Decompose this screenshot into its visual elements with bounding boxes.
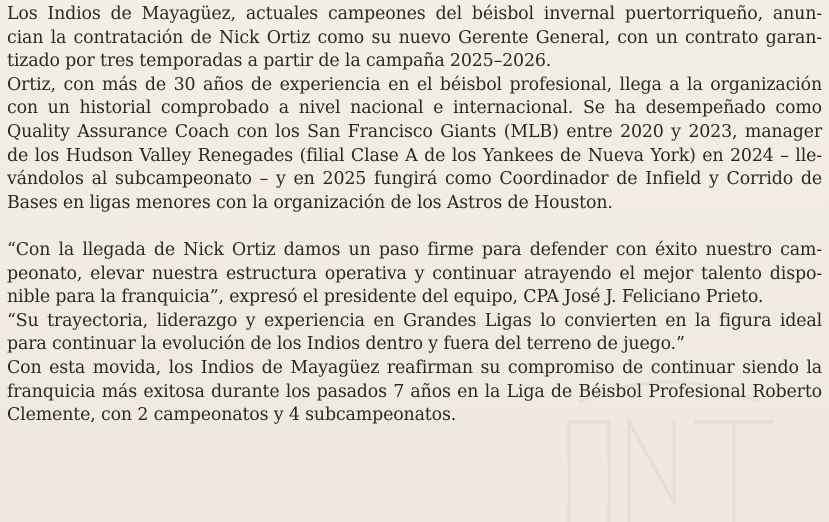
text-line: franquicia más exitosa durante los pasados 7 años en la Liga de Béisbol Profesional Roberto bbox=[7, 381, 822, 402]
paragraph-spacer bbox=[7, 215, 822, 239]
paragraph-closing bbox=[7, 357, 822, 428]
text-line: tizado por tres temporadas a partir de la campaña 2025–2026. bbox=[7, 51, 552, 72]
text-line: de los Hudson Valley Renegades (filial Clase A de los Yankees de Nueva York) en 2024 – lle- bbox=[7, 145, 822, 166]
paragraph-intro bbox=[7, 3, 822, 74]
paragraph-quote bbox=[7, 239, 822, 310]
text-line: Clemente, con 2 campeonatos y 4 subcampeonatos. bbox=[7, 405, 457, 426]
article-body bbox=[7, 3, 822, 428]
text-line: cian la contratación de Nick Ortiz como su nuevo Gerente General, con un contrato garan- bbox=[7, 27, 822, 48]
text-line: Ortiz, con más de 30 años de experiencia en el béisbol profesional, llega a la organización bbox=[7, 74, 822, 95]
paragraph-experience bbox=[7, 74, 822, 216]
text-line: “Su trayectoria, liderazgo y experiencia en Grandes Ligas lo convierten en la figura ideal bbox=[7, 310, 822, 331]
text-line: Quality Assurance Coach con los San Francisco Giants (MLB) entre 2020 y 2023, manager bbox=[7, 121, 822, 142]
text-line: peonato, elevar nuestra estructura operativa y continuar atrayendo el mejor talento dispo- bbox=[7, 263, 822, 284]
text-line: con un historial comprobado a nivel nacional e internacional. Se ha desempeñado como bbox=[7, 98, 822, 119]
text-line: Los Indios de Mayagüez, actuales campeones del béisbol invernal puertorriqueño, anun- bbox=[7, 4, 822, 24]
text-line: vándolos al subcampeonato – y en 2025 fungirá como Coordinador de Infield y Corrido de bbox=[7, 169, 822, 190]
text-line: Bases en ligas menores con la organización de los Astros de Houston. bbox=[7, 192, 613, 213]
text-line: para continuar la evolución de los Indios dentro y fuera del terreno de juego.” bbox=[7, 334, 685, 355]
text-line: “Con la llegada de Nick Ortiz damos un paso firme para defender con éxito nuestro cam- bbox=[7, 239, 822, 260]
text-line: Con esta movida, los Indios de Mayagüez reafirman su compromiso de continuar siendo la bbox=[7, 357, 822, 378]
text-line: nible para la franquicia”, expresó el presidente del equipo, CPA José J. Feliciano Prieto. bbox=[7, 287, 764, 308]
paragraph-quote-continued bbox=[7, 310, 822, 357]
